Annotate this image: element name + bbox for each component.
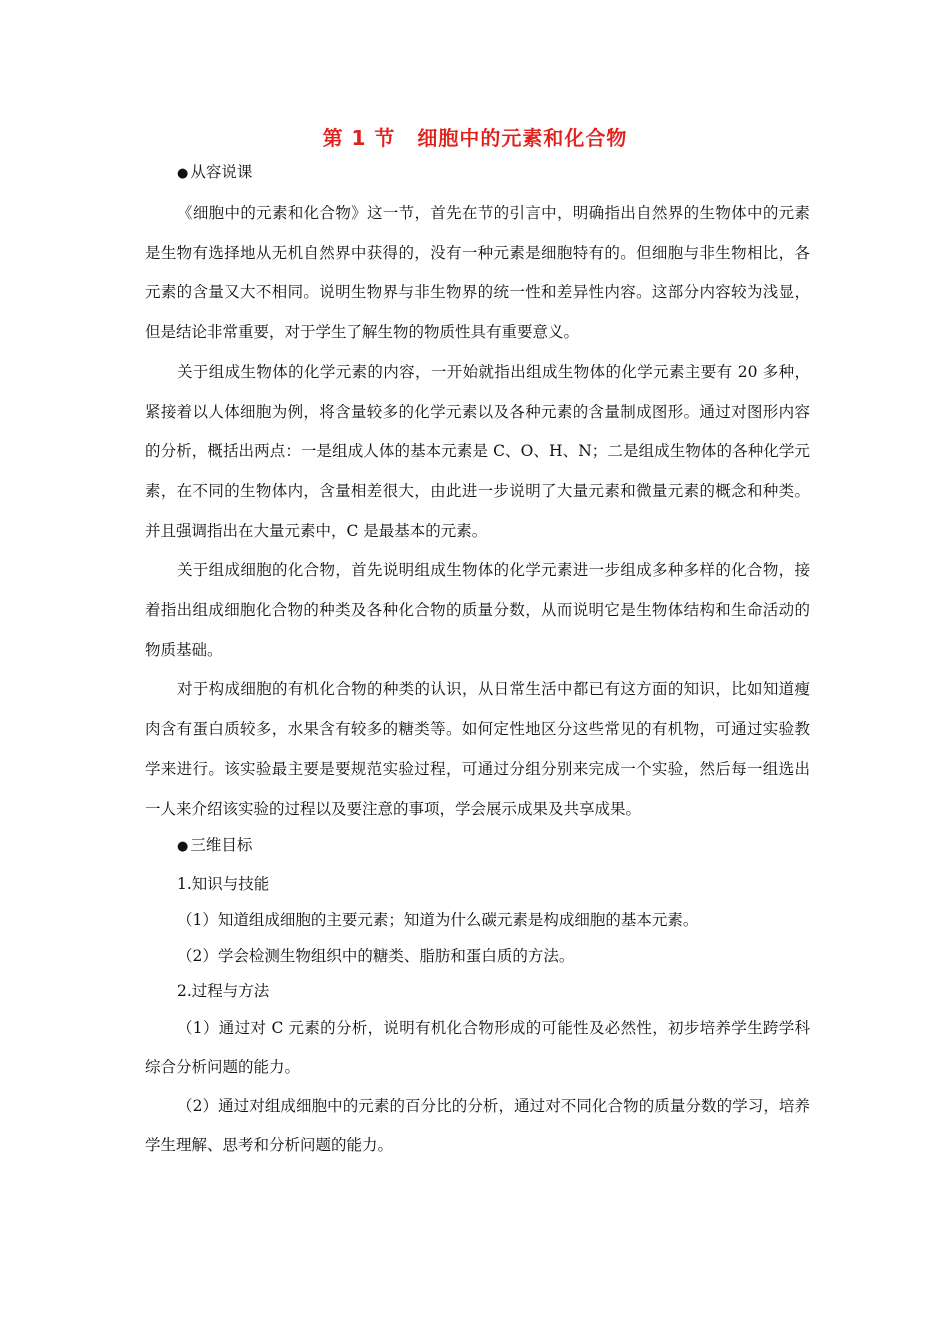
bullet-icon: ●	[177, 166, 189, 181]
section-number: 第 1 节	[322, 126, 396, 150]
intro-paragraph-4: 对于构成细胞的有机化合物的种类的认识，从日常生活中都已有这方面的知识，比如知道瘦肉含有蛋白质较多，水果含有较多的糖类等。如何定性地区分这些常见的有机物，可通过实验教学来进行。该实验最主要是要规范实验过程，可通过分组分别来完成一个实验，然后每一组选出一人来介绍该实验的过程以及要注意的事项，学会展示成果及共享成果。	[145, 680, 810, 818]
document-body	[145, 158, 810, 1165]
goals-heading-label: 三维目标	[190, 836, 253, 855]
intro-heading-label: 从容说课	[190, 163, 253, 181]
goal-knowledge-item-1: （1）知道组成细胞的主要元素；知道为什么碳元素是构成细胞的基本元素。	[177, 911, 699, 930]
goal-process-item-2: （2）通过对组成细胞中的元素的百分比的分析，通过对不同化合物的质量分数的学习，培养学生理解、思考和分析问题的能力。	[145, 1097, 810, 1155]
intro-paragraph-3: 关于组成细胞的化合物，首先说明组成生物体的化学元素进一步组成多种多样的化合物，接着指出组成细胞化合物的种类及各种化合物的质量分数，从而说明它是生物体结构和生命活动的物质基础。	[145, 561, 810, 659]
bullet-icon: ●	[177, 839, 189, 855]
goal-process-title: 2.过程与方法	[177, 982, 270, 1001]
goal-knowledge-item-2: （2）学会检测生物组织中的糖类、脂肪和蛋白质的方法。	[177, 947, 575, 966]
goal-process-item-1: （1）通过对 C 元素的分析，说明有机化合物形成的可能性及必然性，初步培养学生跨学科综合分析问题的能力。	[145, 1019, 810, 1077]
intro-paragraph-2: 关于组成生物体的化学元素的内容，一开始就指出组成生物体的化学元素主要有 20 多种，紧接着以人体细胞为例，将含量较多的化学元素以及各种元素的含量制成图形。通过对图形内容的分析，概括出两点：一是组成人体的基本元素是 C、O、H、N；二是组成生物体的各种化学元素，在不同的生物体内，含量相差很大，由此进一步说明了大量元素和微量元素的概念和种类。并且强调指出在大量元素中，C 是最基本的元素。	[145, 362, 810, 540]
intro-paragraph-1: 《细胞中的元素和化合物》这一节，首先在节的引言中，明确指出自然界的生物体中的元素是生物有选择地从无机自然界中获得的，没有一种元素是细胞特有的。但细胞与非生物相比，各元素的含量又大不相同。说明生物界与非生物界的统一性和差异性内容。这部分内容较为浅显，但是结论非常重要，对于学生了解生物的物质性具有重要意义。	[145, 204, 810, 342]
section-name: 细胞中的元素和化合物	[417, 126, 628, 150]
intro-heading	[145, 158, 810, 186]
page-title	[0, 122, 950, 151]
goals-heading	[145, 831, 810, 859]
goal-knowledge-title: 1.知识与技能	[177, 875, 270, 894]
